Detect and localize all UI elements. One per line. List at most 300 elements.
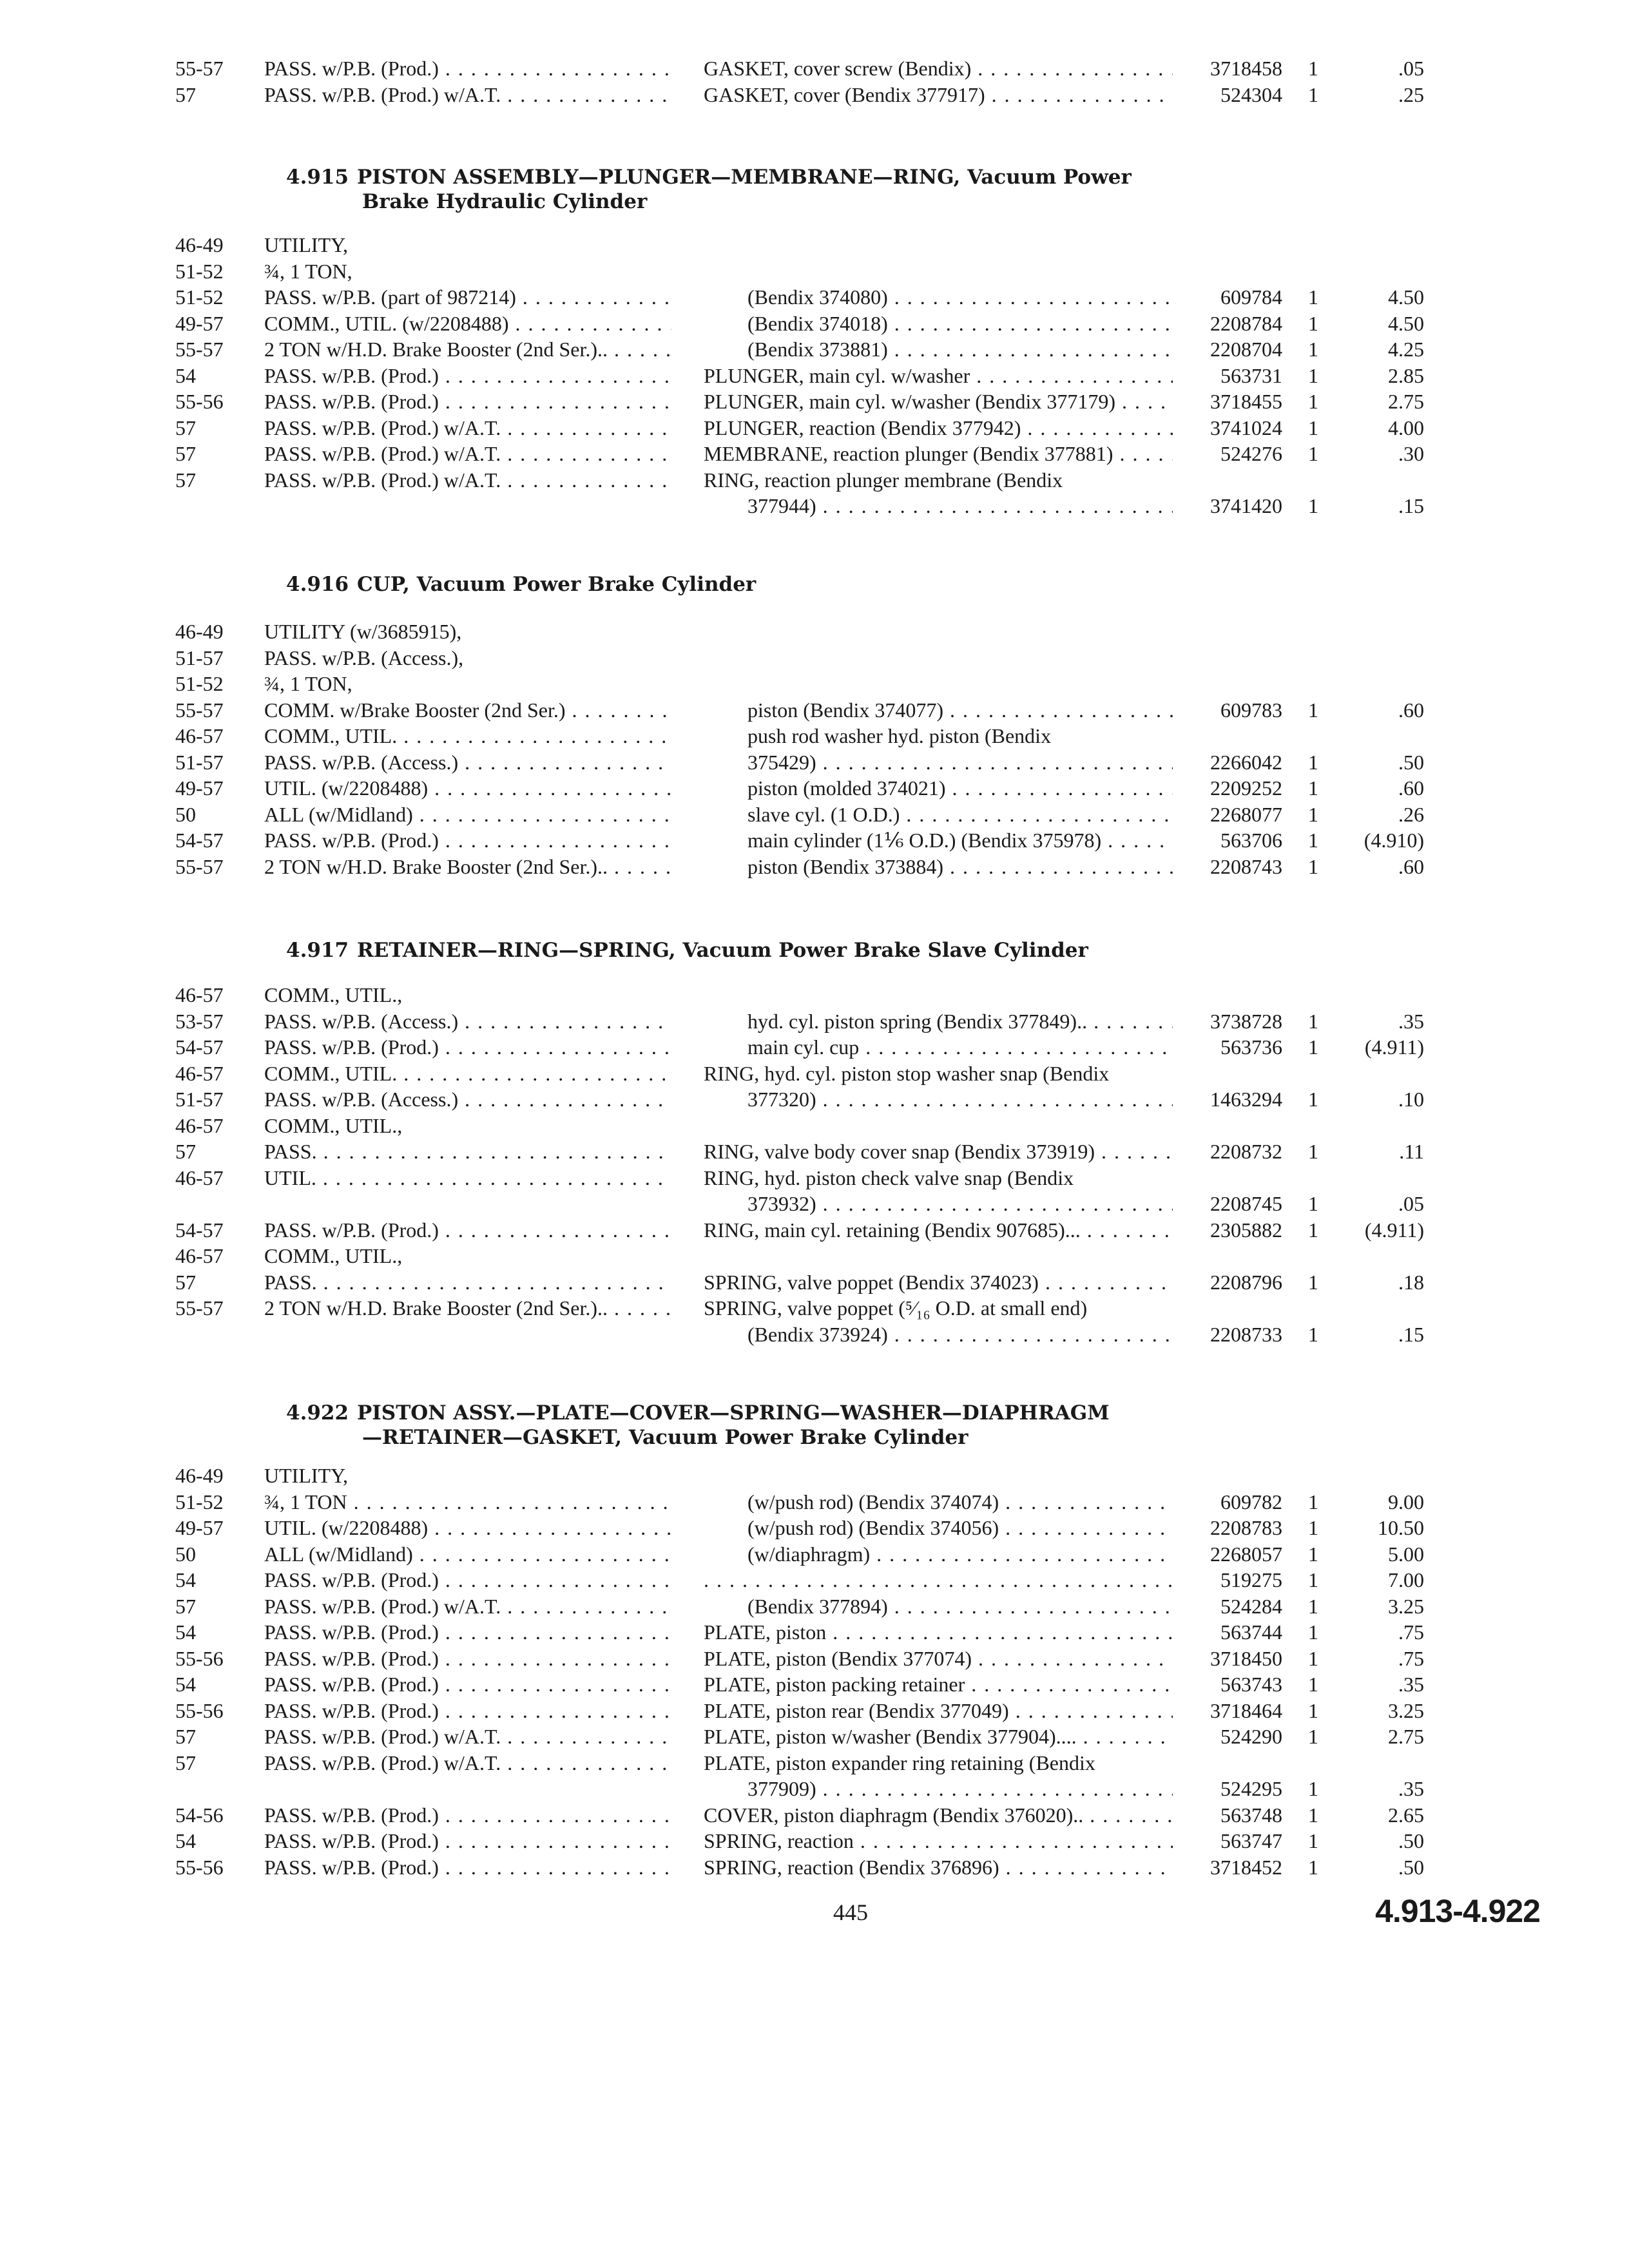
quantity: 1 — [1308, 776, 1318, 800]
part-description: SPRING, valve poppet (Bendix 374023) . . . — [704, 1269, 1173, 1295]
table-row — [0, 854, 1629, 879]
model-applicability: PASS. w/P.B. (Prod.) . . . — [264, 1619, 671, 1645]
model-applicability: PASS. w/P.B. (Prod.) . . . — [264, 1034, 671, 1060]
table-row — [0, 55, 1629, 81]
year-range: 46-49 — [175, 620, 224, 643]
year-range: 46-49 — [175, 1464, 224, 1487]
model-applicability: ALL (w/Midland) . . . — [264, 1541, 671, 1567]
model-applicability: UTIL. (w/2208488) . . . — [264, 1515, 671, 1541]
table-row — [0, 415, 1629, 441]
table-row — [0, 1646, 1629, 1671]
part-number: 563736 — [1220, 1035, 1282, 1059]
part-description: PLATE, piston . . . — [704, 1619, 1173, 1645]
quantity: 1 — [1308, 854, 1318, 878]
price: .75 — [1398, 1620, 1424, 1644]
section-heading: RETAINER—RING—SPRING, Vacuum Power Brake Slave Cylinder — [357, 939, 1088, 962]
model-applicability: PASS. w/P.B. (Prod.) . . . — [264, 1802, 671, 1828]
year-range: 51-52 — [175, 285, 224, 309]
table-row — [0, 1113, 1629, 1139]
price: .35 — [1398, 1009, 1424, 1033]
price: .60 — [1398, 854, 1424, 878]
quantity: 1 — [1308, 1490, 1318, 1514]
section-number: 4.915 — [286, 166, 349, 189]
part-description: (w/push rod) (Bendix 374056) . . . — [747, 1515, 1173, 1541]
part-number: 3718464 — [1210, 1698, 1282, 1722]
part-number: 2208796 — [1210, 1270, 1282, 1294]
year-range: 55-57 — [175, 1296, 224, 1320]
quantity: 1 — [1308, 1803, 1318, 1827]
price: 4.25 — [1388, 338, 1424, 361]
year-range: 51-52 — [175, 1490, 224, 1514]
part-description: hyd. cyl. piston spring (Bendix 377849).. . . . — [747, 1008, 1173, 1034]
table-row — [0, 1567, 1629, 1593]
table-row — [0, 441, 1629, 466]
price: 5.00 — [1388, 1542, 1424, 1566]
table-row — [0, 1243, 1629, 1269]
price: .60 — [1398, 776, 1424, 800]
year-range: 49-57 — [175, 311, 224, 335]
year-range: 55-56 — [175, 1646, 224, 1670]
year-range: 50 — [175, 802, 196, 826]
part-number: 3718450 — [1210, 1646, 1282, 1670]
model-applicability: PASS. w/P.B. (Prod.) w/A.T. . . . — [264, 1750, 671, 1776]
model-applicability: 2 TON w/H.D. Brake Booster (2nd Ser.).. . . . — [264, 1295, 671, 1321]
part-number: 563731 — [1220, 363, 1282, 387]
quantity: 1 — [1308, 416, 1318, 439]
part-description: RING, hyd. cyl. piston stop washer snap (Bendix — [704, 1061, 1110, 1085]
quantity: 1 — [1308, 1620, 1318, 1644]
table-row — [0, 1619, 1629, 1645]
year-range: 51-57 — [175, 1088, 224, 1111]
price: 4.50 — [1388, 311, 1424, 335]
year-range: 53-57 — [175, 1009, 224, 1033]
price: 3.25 — [1388, 1594, 1424, 1618]
price: .50 — [1398, 750, 1424, 774]
model-applicability: UTILITY, — [264, 233, 349, 256]
price: .35 — [1398, 1777, 1424, 1800]
model-applicability: ¾, 1 TON, — [264, 259, 352, 283]
quantity: 1 — [1308, 1516, 1318, 1539]
part-description: COVER, piston diaphragm (Bendix 376020).. . . . — [704, 1802, 1173, 1828]
quantity: 1 — [1308, 338, 1318, 361]
part-number: 2266042 — [1210, 750, 1282, 774]
quantity: 1 — [1308, 57, 1318, 80]
part-description: push rod washer hyd. piston (Bendix — [747, 724, 1052, 747]
part-description: (Bendix 373881) . . . — [747, 336, 1173, 362]
price: 2.75 — [1388, 1725, 1424, 1748]
year-range: 46-57 — [175, 1244, 224, 1267]
part-number: 609783 — [1220, 698, 1282, 722]
price: 10.50 — [1378, 1516, 1424, 1539]
year-range: 54 — [175, 363, 196, 387]
model-applicability: ¾, 1 TON, — [264, 672, 352, 695]
section-heading-continued: Brake Hydraulic Cylinder — [362, 190, 648, 213]
quantity: 1 — [1308, 1088, 1318, 1111]
part-number: 2208704 — [1210, 338, 1282, 361]
year-range: 46-57 — [175, 1166, 224, 1189]
model-applicability: ¾, 1 TON . . . — [264, 1489, 671, 1515]
part-description: slave cyl. (1 O.D.) . . . — [747, 802, 1173, 827]
table-row — [0, 1593, 1629, 1619]
table-row — [0, 1008, 1629, 1034]
model-applicability: PASS. . . . — [264, 1269, 671, 1295]
table-row — [0, 1489, 1629, 1515]
price: .50 — [1398, 1829, 1424, 1852]
part-description: piston (Bendix 374077) . . . — [747, 697, 1173, 723]
part-number: 3741024 — [1210, 416, 1282, 439]
part-description: RING, hyd. piston check valve snap (Bendix — [704, 1166, 1074, 1189]
model-applicability: PASS. w/P.B. (Prod.) . . . — [264, 1671, 671, 1697]
model-applicability: PASS. w/P.B. (Access.) . . . — [264, 749, 671, 775]
part-number: 563747 — [1220, 1829, 1282, 1852]
part-description: RING, main cyl. retaining (Bendix 907685)... . . . — [704, 1217, 1173, 1243]
quantity: 1 — [1308, 1568, 1318, 1591]
table-row — [0, 1698, 1629, 1724]
price: .30 — [1398, 442, 1424, 465]
year-range: 55-57 — [175, 338, 224, 361]
part-description: main cyl. cup . . . — [747, 1034, 1173, 1060]
section-title — [286, 165, 1253, 214]
table-row — [0, 284, 1629, 310]
model-applicability: COMM. w/Brake Booster (2nd Ser.) . . . — [264, 697, 671, 723]
table-row — [0, 1086, 1629, 1112]
year-range: 50 — [175, 1542, 196, 1566]
price: .10 — [1398, 1088, 1424, 1111]
part-number: 3718458 — [1210, 57, 1282, 80]
quantity: 1 — [1308, 802, 1318, 826]
part-number: 524276 — [1220, 442, 1282, 465]
year-range: 55-56 — [175, 1855, 224, 1879]
part-number: 524304 — [1220, 82, 1282, 106]
section-number: 4.922 — [286, 1401, 349, 1425]
part-description: (Bendix 374080) . . . — [747, 284, 1173, 310]
table-row — [0, 1463, 1629, 1488]
quantity: 1 — [1308, 1855, 1318, 1879]
part-description: (Bendix 374018) . . . — [747, 311, 1173, 336]
year-range: 57 — [175, 442, 196, 465]
model-applicability: PASS. w/P.B. (Prod.) . . . — [264, 55, 671, 81]
part-description: GASKET, cover (Bendix 377917) . . . — [704, 82, 1173, 108]
year-range: 51-57 — [175, 750, 224, 774]
part-description: PLATE, piston expander ring retaining (Bendix — [704, 1751, 1095, 1774]
part-description: GASKET, cover screw (Bendix) . . . — [704, 55, 1173, 81]
model-applicability: PASS. w/P.B. (Prod.) . . . — [264, 1217, 671, 1243]
part-description: PLATE, piston w/washer (Bendix 377904).... . . . — [704, 1724, 1173, 1749]
part-description: PLUNGER, reaction (Bendix 377942) . . . — [704, 415, 1173, 441]
part-description: (w/diaphragm) . . . — [747, 1541, 1173, 1567]
table-row — [0, 775, 1629, 801]
part-description — [704, 1567, 1173, 1593]
price: 9.00 — [1388, 1490, 1424, 1514]
part-number: 2208784 — [1210, 311, 1282, 335]
table-row — [0, 1776, 1629, 1802]
price: .05 — [1398, 57, 1424, 80]
part-description: SPRING, reaction . . . — [704, 1828, 1173, 1854]
part-description: 377320) . . . — [747, 1086, 1173, 1112]
model-applicability: UTIL. (w/2208488) . . . — [264, 775, 671, 801]
part-number: 2305882 — [1210, 1218, 1282, 1242]
part-number: 519275 — [1220, 1568, 1282, 1591]
model-applicability: PASS. w/P.B. (Access.) . . . — [264, 1086, 671, 1112]
table-row — [0, 645, 1629, 671]
year-range: 54 — [175, 1829, 196, 1852]
model-applicability: PASS. w/P.B. (Prod.) . . . — [264, 1828, 671, 1854]
price: .11 — [1399, 1140, 1424, 1163]
model-applicability: COMM., UTIL. (w/2208488) . . . — [264, 311, 671, 336]
price: .25 — [1398, 82, 1424, 106]
table-row — [0, 493, 1629, 519]
quantity: 1 — [1308, 1140, 1318, 1163]
section-heading: PISTON ASSY.—PLATE—COVER—SPRING—WASHER—DIAPHRAGM — [357, 1401, 1110, 1425]
part-number: 3738728 — [1210, 1009, 1282, 1033]
year-range: 57 — [175, 468, 196, 492]
table-row — [0, 389, 1629, 414]
year-range: 49-57 — [175, 776, 224, 800]
year-range: 55-56 — [175, 1698, 224, 1722]
table-row — [0, 82, 1629, 108]
model-applicability: UTILITY, — [264, 1464, 349, 1487]
year-range: 49-57 — [175, 1516, 224, 1539]
part-number: 563706 — [1220, 829, 1282, 852]
year-range: 57 — [175, 82, 196, 106]
quantity: 1 — [1308, 1777, 1318, 1800]
quantity: 1 — [1308, 1594, 1318, 1618]
table-row — [0, 1269, 1629, 1295]
table-row — [0, 1515, 1629, 1541]
section-title — [286, 938, 1253, 963]
price: .15 — [1398, 1322, 1424, 1346]
quantity: 1 — [1308, 1218, 1318, 1242]
section-title-line — [286, 165, 1253, 189]
model-applicability: PASS. . . . — [264, 1139, 671, 1164]
model-applicability: PASS. w/P.B. (part of 987214) . . . — [264, 284, 671, 310]
section-title — [286, 1401, 1253, 1450]
table-row — [0, 311, 1629, 336]
section-heading-continued: —RETAINER—GASKET, Vacuum Power Brake Cylinder — [362, 1426, 969, 1449]
table-row — [0, 1802, 1629, 1828]
model-applicability: COMM., UTIL., — [264, 1244, 403, 1267]
quantity: 1 — [1308, 494, 1318, 517]
model-applicability: PASS. w/P.B. (Prod.) w/A.T. . . . — [264, 82, 671, 108]
model-applicability: COMM., UTIL., — [264, 983, 403, 1006]
year-range: 57 — [175, 1140, 196, 1163]
model-applicability: PASS. w/P.B. (Prod.) . . . — [264, 1854, 671, 1880]
year-range: 54 — [175, 1568, 196, 1591]
table-row — [0, 697, 1629, 723]
price: 3.25 — [1388, 1698, 1424, 1722]
year-range: 57 — [175, 416, 196, 439]
part-number: 524290 — [1220, 1725, 1282, 1748]
price: 2.85 — [1388, 363, 1424, 387]
table-row — [0, 1034, 1629, 1060]
part-description: MEMBRANE, reaction plunger (Bendix 377881) . . . — [704, 441, 1173, 466]
quantity: 1 — [1308, 285, 1318, 309]
table-row — [0, 1750, 1629, 1776]
table-row — [0, 258, 1629, 284]
price: 7.00 — [1388, 1568, 1424, 1591]
part-number: 524284 — [1220, 1594, 1282, 1618]
part-number: 3741420 — [1210, 494, 1282, 517]
part-number: 2208745 — [1210, 1192, 1282, 1215]
part-number: 1463294 — [1210, 1088, 1282, 1111]
quantity: 1 — [1308, 698, 1318, 722]
model-applicability: PASS. w/P.B. (Prod.) . . . — [264, 1646, 671, 1671]
year-range: 54-57 — [175, 1035, 224, 1059]
quantity: 1 — [1308, 442, 1318, 465]
year-range: 46-57 — [175, 1061, 224, 1085]
price: .05 — [1398, 1192, 1424, 1215]
section-number: 4.916 — [286, 573, 349, 596]
year-range: 51-52 — [175, 672, 224, 695]
section-title-line — [286, 1401, 1253, 1425]
year-range: 46-57 — [175, 983, 224, 1006]
price: .18 — [1398, 1270, 1424, 1294]
part-number: 2208743 — [1210, 854, 1282, 878]
model-applicability: UTILITY (w/3685915), — [264, 620, 462, 643]
year-range: 55-57 — [175, 698, 224, 722]
model-applicability: COMM., UTIL. . . . — [264, 1061, 671, 1086]
part-description: PLATE, piston packing retainer . . . — [704, 1671, 1173, 1697]
table-row — [0, 619, 1629, 644]
year-range: 54-57 — [175, 829, 224, 852]
section-title-line — [286, 572, 1253, 597]
table-row — [0, 1217, 1629, 1243]
price: .35 — [1398, 1673, 1424, 1696]
price: 4.00 — [1388, 416, 1424, 439]
part-number: 524295 — [1220, 1777, 1282, 1800]
table-row — [0, 827, 1629, 853]
model-applicability: ALL (w/Midland) . . . — [264, 802, 671, 827]
model-applicability: PASS. w/P.B. (Prod.) w/A.T. . . . — [264, 441, 671, 466]
table-row — [0, 467, 1629, 493]
part-description: SPRING, reaction (Bendix 376896) . . . — [704, 1854, 1173, 1880]
part-description: SPRING, valve poppet (⁵⁄₁₆ O.D. at small end) — [704, 1296, 1088, 1320]
part-description: piston (molded 374021) . . . — [747, 775, 1173, 801]
section-heading: CUP, Vacuum Power Brake Cylinder — [357, 573, 757, 596]
section-title — [286, 572, 1253, 597]
price: 4.50 — [1388, 285, 1424, 309]
quantity: 1 — [1308, 1270, 1318, 1294]
table-row — [0, 749, 1629, 775]
part-description: (Bendix 377894) . . . — [747, 1593, 1173, 1619]
year-range: 46-49 — [175, 233, 224, 256]
table-row — [0, 1139, 1629, 1164]
section-range: 4.913-4.922 — [1375, 1893, 1540, 1929]
table-row — [0, 1191, 1629, 1216]
part-description: PLUNGER, main cyl. w/washer . . . — [704, 363, 1173, 389]
model-applicability: PASS. w/P.B. (Prod.) w/A.T. . . . — [264, 1593, 671, 1619]
part-description: RING, reaction plunger membrane (Bendix — [704, 468, 1063, 492]
part-description: (Bendix 373924) . . . — [747, 1321, 1173, 1347]
model-applicability: PASS. w/P.B. (Prod.) w/A.T. . . . — [264, 415, 671, 441]
price: .26 — [1398, 802, 1424, 826]
quantity: 1 — [1308, 829, 1318, 852]
table-row — [0, 1295, 1629, 1321]
model-applicability: UTIL. . . . — [264, 1165, 671, 1191]
model-applicability: PASS. w/P.B. (Prod.) . . . — [264, 1567, 671, 1593]
price: (4.910) — [1364, 829, 1424, 852]
price: (4.911) — [1364, 1035, 1424, 1059]
table-row — [0, 723, 1629, 749]
table-row — [0, 1321, 1629, 1347]
part-description: (w/push rod) (Bendix 374074) . . . — [747, 1489, 1173, 1515]
part-description: 373932) . . . — [747, 1191, 1173, 1216]
part-number: 2208783 — [1210, 1516, 1282, 1539]
quantity: 1 — [1308, 1035, 1318, 1059]
part-number: 563748 — [1220, 1803, 1282, 1827]
quantity: 1 — [1308, 1725, 1318, 1748]
table-row — [0, 1854, 1629, 1880]
model-applicability: PASS. w/P.B. (Prod.) w/A.T. . . . — [264, 1724, 671, 1749]
year-range: 46-57 — [175, 724, 224, 747]
part-number: 3718455 — [1210, 390, 1282, 413]
year-range: 54 — [175, 1673, 196, 1696]
table-row — [0, 1671, 1629, 1697]
model-applicability: 2 TON w/H.D. Brake Booster (2nd Ser.).. . . . — [264, 854, 671, 879]
table-row — [0, 232, 1629, 258]
quantity: 1 — [1308, 82, 1318, 106]
part-number: 3718452 — [1210, 1855, 1282, 1879]
year-range: 55-56 — [175, 390, 224, 413]
price: .75 — [1398, 1646, 1424, 1670]
table-row — [0, 363, 1629, 389]
quantity: 1 — [1308, 390, 1318, 413]
quantity: 1 — [1308, 1192, 1318, 1215]
year-range: 46-57 — [175, 1113, 224, 1137]
year-range: 54-56 — [175, 1803, 224, 1827]
model-applicability: PASS. w/P.B. (Access.) . . . — [264, 1008, 671, 1034]
year-range: 54 — [175, 1620, 196, 1644]
table-row — [0, 671, 1629, 697]
section-heading: PISTON ASSEMBLY—PLUNGER—MEMBRANE—RING, Vacuum Power — [357, 166, 1132, 189]
part-description: PLATE, piston (Bendix 377074) . . . — [704, 1646, 1173, 1671]
quantity: 1 — [1308, 1646, 1318, 1670]
model-applicability: PASS. w/P.B. (Prod.) . . . — [264, 827, 671, 853]
quantity: 1 — [1308, 1322, 1318, 1346]
table-row — [0, 802, 1629, 827]
table-row — [0, 982, 1629, 1008]
table-row — [0, 336, 1629, 362]
part-number: 609782 — [1220, 1490, 1282, 1514]
price: .15 — [1398, 494, 1424, 517]
section-number: 4.917 — [286, 939, 349, 962]
part-description: PLUNGER, main cyl. w/washer (Bendix 377179) . . . — [704, 389, 1173, 414]
section-title-line — [286, 938, 1253, 963]
part-number: 563744 — [1220, 1620, 1282, 1644]
year-range: 55-57 — [175, 854, 224, 878]
part-description: RING, valve body cover snap (Bendix 373919) . . . — [704, 1139, 1173, 1164]
year-range: 55-57 — [175, 57, 224, 80]
table-row — [0, 1828, 1629, 1854]
year-range: 57 — [175, 1751, 196, 1774]
part-number: 2208732 — [1210, 1140, 1282, 1163]
table-row — [0, 1165, 1629, 1191]
year-range: 51-52 — [175, 259, 224, 283]
part-description: 377944) . . . — [747, 493, 1173, 519]
part-description: PLATE, piston rear (Bendix 377049) . . . — [704, 1698, 1173, 1724]
price: (4.911) — [1364, 1218, 1424, 1242]
part-number: 2268077 — [1210, 802, 1282, 826]
model-applicability: PASS. w/P.B. (Prod.) . . . — [264, 389, 671, 414]
part-number: 609784 — [1220, 285, 1282, 309]
model-applicability: PASS. w/P.B. (Prod.) . . . — [264, 1698, 671, 1724]
quantity: 1 — [1308, 311, 1318, 335]
part-description: 377909) . . . — [747, 1776, 1173, 1802]
part-number: 2208733 — [1210, 1322, 1282, 1346]
model-applicability: PASS. w/P.B. (Prod.) . . . — [264, 363, 671, 389]
model-applicability: PASS. w/P.B. (Access.), — [264, 646, 464, 669]
price: 2.75 — [1388, 390, 1424, 413]
